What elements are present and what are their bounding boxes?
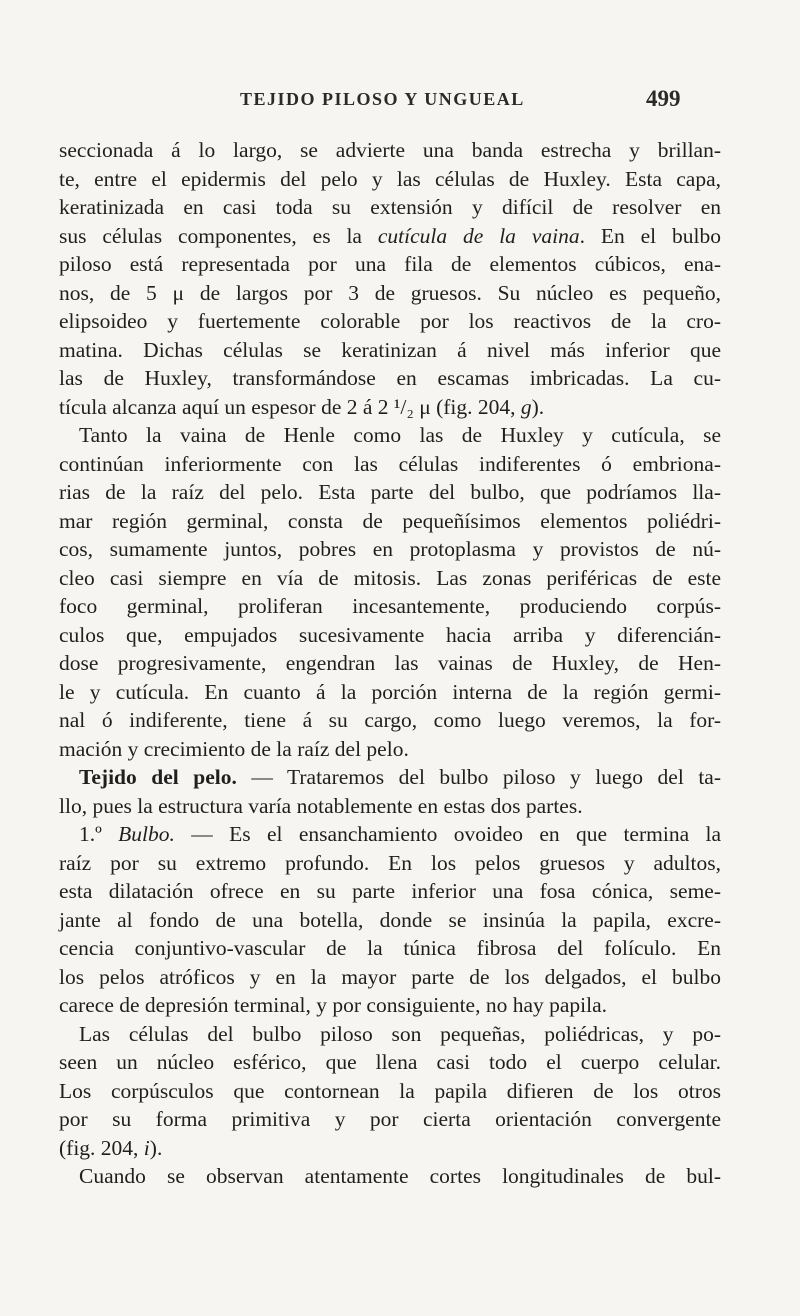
text-line: matina. Dichas células se keratinizan á nivel más inferior que — [59, 337, 721, 362]
text-run: sus células componentes, es la — [59, 223, 378, 248]
text-line: llo, pues la estructura varía notablemente en estas dos partes. — [59, 793, 583, 818]
text-line — [59, 393, 721, 422]
page-number: 499 — [646, 86, 681, 111]
text-line: mación y crecimiento de la raíz del pelo. — [59, 736, 409, 761]
text-line: elipsoideo y fuertemente colorable por los reactivos de la cro- — [59, 309, 721, 333]
text-line: piloso está representada por una fila de elementos cúbicos, ena- — [59, 252, 721, 276]
text-run: . En el bulbo — [579, 223, 722, 248]
text-line — [59, 820, 721, 849]
text-line: Las células del bulbo piloso son pequeñas, poliédricas, y po- — [79, 1021, 721, 1046]
text-line — [59, 1134, 721, 1163]
text-line: por su forma primitiva y por cierta orientación convergente — [59, 1107, 721, 1131]
running-title: TEJIDO PILOSO Y UNGUEAL — [240, 89, 525, 109]
text-line: seen un núcleo esférico, que llena casi todo el cuerpo celular. — [59, 1050, 721, 1074]
text-line: raíz por su extremo profundo. En los pelos gruesos y adultos, — [59, 850, 721, 875]
item-number: 1.º — [79, 822, 119, 846]
italic-term: cutícula de la vaina — [377, 223, 580, 248]
text-line: los pelos atróficos y en la mayor parte de los delgados, el bulbo — [59, 964, 721, 989]
text-line: continúan inferiormente con las células indiferentes ó embriona- — [59, 451, 721, 476]
text-line: foco germinal, proliferan incesantemente, produciendo corpús- — [59, 594, 721, 618]
section-heading: Tejido del pelo. — [79, 765, 237, 789]
text-line: nal ó indiferente, tiene á su cargo, como luego veremos, la for- — [59, 708, 721, 732]
text-run: — Es el ensanchamiento ovoideo en que termina la — [174, 822, 721, 846]
text-line: esta dilatación ofrece en su parte inferior una fosa cónica, seme- — [59, 879, 721, 903]
text-line: Los corpúsculos que contornean la papila difieren de los otros — [59, 1078, 721, 1103]
text-line: Tanto la vaina de Henle como las de Huxley y cutícula, se — [79, 423, 721, 447]
text-line — [59, 763, 721, 792]
text-line: cos, sumamente juntos, pobres en protoplasma y provistos de nú- — [59, 537, 721, 561]
text-line: Cuando se observan atentamente cortes longitudinales de bul- — [79, 1164, 721, 1188]
text-line: dose progresivamente, engendran las vainas de Huxley, de Hen- — [59, 651, 721, 675]
text-run: (fig. 204, — [59, 1135, 144, 1160]
text-line: nos, de 5 μ de largos por 3 de gruesos. Su núcleo es pequeño, — [59, 280, 721, 305]
text-line: mar región germinal, consta de pequeñísimos elementos poliédri- — [59, 508, 721, 533]
text-line: seccionada á lo largo, se advierte una banda estrecha y brillan- — [59, 138, 721, 162]
text-line: rias de la raíz del pelo. Esta parte del bulbo, que podríamos lla- — [59, 480, 721, 504]
italic-ref: i — [143, 1135, 150, 1160]
italic-term: Bulbo. — [118, 822, 175, 846]
body-text — [59, 136, 721, 1191]
text-run: ). — [149, 1135, 163, 1160]
text-line: cencia conjuntivo-vascular de la túnica fibrosa del folículo. En — [59, 936, 721, 960]
text-line: las de Huxley, transformándose en escamas imbricadas. La cu- — [59, 366, 721, 390]
text-run: tícula alcanza aquí un espesor de 2 á 2 ¹/₂ μ (fig. 204, — [59, 394, 521, 419]
text-line — [59, 222, 721, 251]
text-run: ). — [531, 394, 545, 419]
text-run: — Trataremos del bulbo piloso y luego del ta- — [236, 765, 721, 789]
text-line: keratinizada en casi toda su extensión y difícil de resolver en — [59, 195, 721, 219]
text-line: carece de depresión terminal, y por consiguiente, no hay papila. — [59, 993, 608, 1017]
running-head — [0, 86, 800, 119]
text-line: te, entre el epidermis del pelo y las células de Huxley. Esta capa, — [59, 166, 721, 191]
italic-ref: g — [520, 394, 532, 419]
text-line: jante al fondo de una botella, donde se insinúa la papila, excre- — [59, 907, 721, 932]
text-line: cleo casi siempre en vía de mitosis. Las zonas periféricas de este — [59, 565, 721, 590]
text-line: culos que, empujados sucesivamente hacia arriba y diferencián- — [59, 622, 721, 647]
text-line: le y cutícula. En cuanto á la porción interna de la región germi- — [59, 679, 721, 704]
